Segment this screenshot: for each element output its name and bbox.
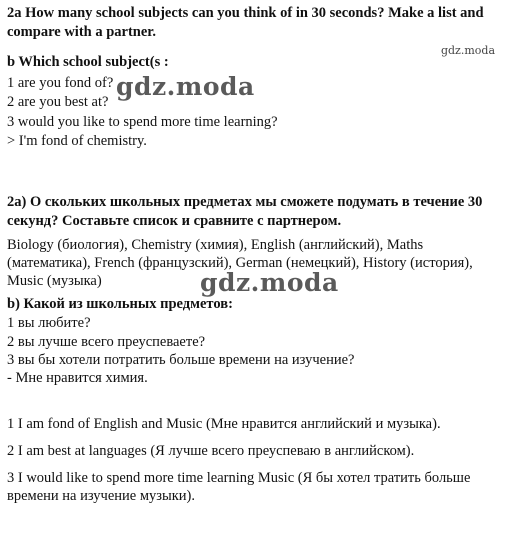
translation-question-2: 2 вы лучше всего преуспеваете? [7, 334, 206, 350]
subjects-list-line1: Biology (биология), Chemistry (химия), English (английский), Maths [7, 237, 424, 253]
watermark-small: gdz.moda [440, 44, 495, 57]
subjects-list-line2: (математика), French (французский), German (немецкий), History (история), [7, 255, 473, 271]
answer-3-line2: времени на изучение музыки). [7, 488, 196, 504]
watermark-large-middle: gdz.moda [200, 268, 339, 297]
exercise-2a-heading-line1: 2a How many school subjects can you think of in 30 seconds? Make a list and [7, 5, 484, 21]
translation-2a-heading-line1: 2a) О скольких школьных предметах мы сможете подумать в течение 30 [7, 194, 483, 210]
translation-2a-heading-line2: секунд? Составьте список и сравните с партнером. [7, 213, 342, 229]
question-2: 2 are you best at? [7, 94, 109, 110]
answer-1: 1 I am fond of English and Music (Мне нравится английский и музыка). [7, 416, 441, 432]
translation-2b-heading: b) Какой из школьных предметов: [7, 296, 233, 312]
translation-example-answer: - Мне нравится химия. [7, 370, 148, 386]
exercise-2b-heading: b Which school subject(s : [7, 54, 169, 70]
question-1: 1 are you fond of? [7, 75, 114, 91]
answer-3-line1: 3 I would like to spend more time learning Music (Я бы хотел тратить больше [7, 470, 471, 486]
translation-question-1: 1 вы любите? [7, 315, 91, 331]
question-3: 3 would you like to spend more time learning? [7, 114, 278, 130]
answer-2: 2 I am best at languages (Я лучше всего преуспеваю в английском). [7, 443, 415, 459]
example-answer: > I'm fond of chemistry. [7, 133, 147, 149]
watermark-large-top: gdz.moda [116, 72, 255, 101]
subjects-list-line3: Music (музыка) [7, 273, 102, 289]
translation-question-3: 3 вы бы хотели потратить больше времени на изучение? [7, 352, 355, 368]
exercise-2a-heading-line2: compare with a partner. [7, 24, 157, 40]
